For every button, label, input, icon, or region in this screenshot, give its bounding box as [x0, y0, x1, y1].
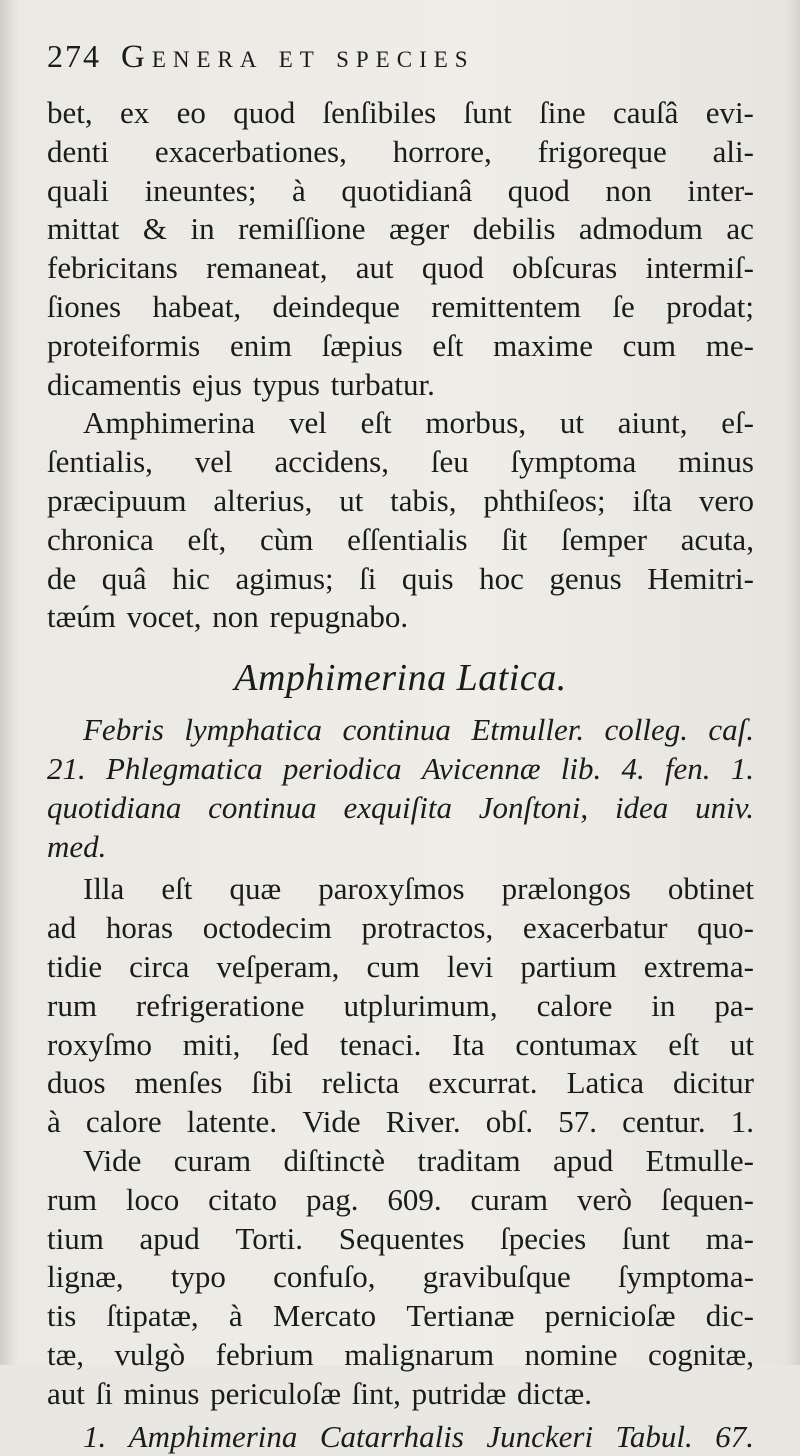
text-line: Amphimerina vel eſt morbus, ut aiunt, eſ-	[47, 404, 754, 443]
paragraph-essentialis	[47, 404, 754, 637]
text-line: denti exacerbationes, horrore, frigoreque ali-	[47, 133, 754, 172]
text-line: ſiones habeat, deindeque remittentem ſe prodat;	[47, 288, 754, 327]
text-line: Illa eſt quæ paroxyſmos prælongos obtinet	[47, 870, 754, 909]
synonymy-block	[47, 711, 754, 866]
page-number: 274	[47, 38, 101, 75]
text-line: tium apud Torti. Sequentes ſpecies ſunt ma-	[47, 1220, 754, 1259]
text-line: à calore latente. Vide River. obſ. 57. centur. 1.	[47, 1103, 754, 1142]
text-line: aut ſi minus periculoſæ ſint, putridæ dictæ.	[47, 1375, 754, 1414]
paragraph-description	[47, 870, 754, 1142]
text-line: tidie circa veſperam, cum levi partium extrema-	[47, 948, 754, 987]
text-line: febricitans remaneat, aut quod obſcuras intermiſ-	[47, 249, 754, 288]
text-line: ad horas octodecim protractos, exacerbatur quo-	[47, 909, 754, 948]
text-line: dicamentis ejus typus turbatur.	[47, 366, 754, 405]
text-line: roxyſmo miti, ſed tenaci. Ita contumax eſt ut	[47, 1026, 754, 1065]
text-line: tæ, vulgò febrium malignarum nomine cognitæ,	[47, 1336, 754, 1375]
text-line: tis ſtipatæ, à Mercato Tertianæ pernicioſæ dic-	[47, 1297, 754, 1336]
text-line: rum refrigeratione utplurimum, calore in pa-	[47, 987, 754, 1026]
text-line: ſentialis, vel accidens, ſeu ſymptoma minus	[47, 443, 754, 482]
synonymy-line: Febris lymphatica continua Etmuller. colleg. caſ.	[47, 711, 754, 750]
text-line: quali ineuntes; à quotidianâ quod non inter-	[47, 172, 754, 211]
section-title: Amphimerina Latica.	[47, 645, 754, 711]
synonymy-line: quotidiana continua exquiſita Jonſtoni, idea univ.	[47, 789, 754, 828]
text-line: mittat & in remiſſione æger debilis admodum ac	[47, 210, 754, 249]
running-title: Genera et species	[121, 39, 475, 76]
species-heading: 1. Amphimerina Catarrhalis Junckeri Tabul. 67.	[47, 1418, 754, 1456]
text-line: bet, ex eo quod ſenſibiles ſunt ſine cauſâ evi-	[47, 94, 754, 133]
text-line: chronica eſt, cùm eſſentialis ſit ſemper acuta,	[47, 521, 754, 560]
text-line: de quâ hic agimus; ſi quis hoc genus Hemitri-	[47, 560, 754, 599]
paragraph-intro	[47, 94, 754, 404]
text-line: proteiformis enim ſæpius eſt maxime cum me-	[47, 327, 754, 366]
paragraph-cure	[47, 1142, 754, 1414]
text-line: lignæ, typo confuſo, gravibuſque ſymptoma-	[47, 1258, 754, 1297]
text-line: rum loco citato pag. 609. curam verò ſequen-	[47, 1181, 754, 1220]
text-line: tæúm vocet, non repugnabo.	[47, 598, 754, 637]
synonymy-line: 21. Phlegmatica periodica Avicennæ lib. 4. fen. 1.	[47, 750, 754, 789]
text-line: duos menſes ſibi relicta excurrat. Latica dicitur	[47, 1064, 754, 1103]
text-line: præcipuum alterius, ut tabis, phthiſeos; iſta vero	[47, 482, 754, 521]
text-line: Vide curam diſtinctè traditam apud Etmulle-	[47, 1142, 754, 1181]
page-header	[47, 38, 754, 94]
synonymy-line: med.	[47, 828, 754, 867]
